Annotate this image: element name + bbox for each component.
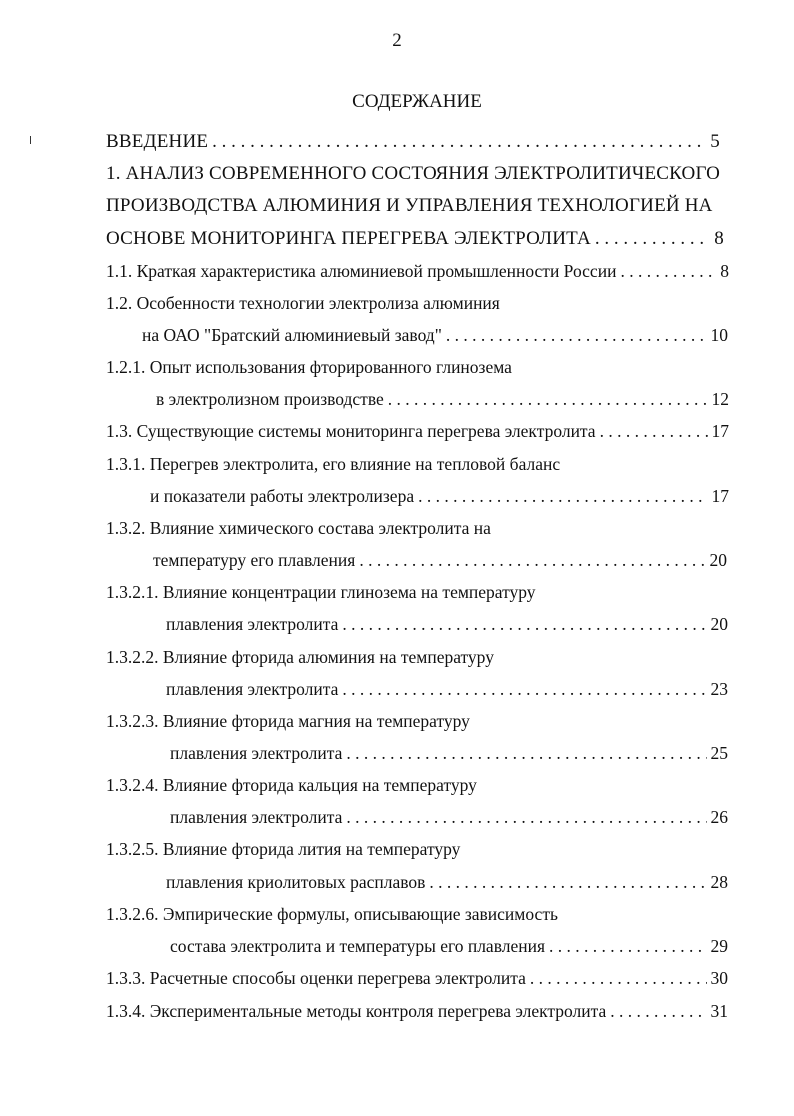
toc-page-number: 25 — [710, 743, 728, 763]
toc-entry-1-2-1-line-1[interactable]: 1.2.1. Опыт использования фторированного глинозема — [106, 357, 512, 377]
toc-entry-1-3-3[interactable]: 1.3.3. Расчетные способы оценки перегрева электролита . . . 30 — [106, 967, 728, 989]
leader-dots — [418, 485, 707, 507]
toc-entry-1-1[interactable]: 1.1. Краткая характеристика алюминиевой промышленности России . . . 8 — [106, 260, 729, 282]
leader-dots — [530, 967, 707, 989]
toc-entry-1-3-2-2-line-2[interactable]: плавления электролита . . . 23 — [166, 678, 728, 700]
toc-page-number: 20 — [709, 550, 727, 570]
leader-dots — [446, 324, 707, 346]
toc-entry-1-3-1-line-2[interactable]: и показатели работы электролизера . . . 17 — [150, 485, 729, 507]
toc-page-number: 28 — [710, 872, 728, 892]
toc-entry-1-3[interactable]: 1.3. Существующие системы мониторинга перегрева электролита . . . 17 — [106, 420, 729, 442]
leader-dots — [595, 228, 710, 250]
toc-entry-1-3-2-5-line-2[interactable]: плавления криолитовых расплавов . . . 28 — [166, 871, 728, 893]
toc-page-number: 31 — [710, 1001, 728, 1021]
toc-entry-1-3-2-6-line-1[interactable]: 1.3.2.6. Эмпирические формулы, описывающие зависимость — [106, 904, 558, 924]
toc-page-number: 10 — [710, 325, 728, 345]
leader-dots — [620, 260, 716, 282]
toc-entry-1-3-2-2-line-1[interactable]: 1.3.2.2. Влияние фторида алюминия на температуру — [106, 647, 494, 667]
toc-page-number: 8 — [720, 261, 729, 281]
toc-entry-1-2-line-1[interactable]: 1.2. Особенности технологии электролиза алюминия — [106, 293, 500, 313]
toc-entry-chapter-1-line-1[interactable]: 1. АНАЛИЗ СОВРЕМЕННОГО СОСТОЯНИЯ ЭЛЕКТРОЛИТИЧЕСКОГО — [106, 163, 721, 184]
toc-heading: СОДЕРЖАНИЕ — [352, 91, 482, 112]
toc-page-number: 23 — [710, 679, 728, 699]
toc-page-number: 17 — [711, 486, 729, 506]
leader-dots — [212, 131, 706, 153]
leader-dots — [610, 1000, 706, 1022]
page-number: 2 — [392, 30, 402, 51]
toc-entry-1-3-1-line-1[interactable]: 1.3.1. Перегрев электролита, его влияние на тепловой баланс — [106, 454, 561, 474]
toc-entry-chapter-1-line-3[interactable]: ОСНОВЕ МОНИТОРИНГА ПЕРЕГРЕВА ЭЛЕКТРОЛИТА . . . 8 — [106, 228, 724, 250]
leader-dots — [429, 871, 706, 893]
toc-entry-1-2-1-line-2[interactable]: в электролизном производстве . . . 12 — [156, 388, 729, 410]
toc-entry-1-3-2-6-line-2[interactable]: состава электролита и температуры его плавления . . . 29 — [170, 935, 728, 957]
leader-dots — [342, 613, 706, 635]
toc-page-number: 12 — [711, 389, 729, 409]
toc-entry-introduction[interactable]: ВВЕДЕНИЕ . . . 5 — [106, 131, 720, 153]
margin-mark — [30, 136, 31, 144]
toc-entry-1-3-2-1-line-2[interactable]: плавления электролита . . . 20 — [166, 613, 728, 635]
toc-page-number: 5 — [710, 131, 720, 152]
leader-dots — [346, 806, 706, 828]
toc-entry-1-3-2-line-2[interactable]: температуру его плавления . . . 20 — [153, 549, 727, 571]
toc-entry-1-3-2-4-line-2[interactable]: плавления электролита . . . 26 — [170, 806, 728, 828]
leader-dots — [600, 420, 708, 442]
leader-dots — [388, 388, 708, 410]
toc-entry-1-3-2-4-line-1[interactable]: 1.3.2.4. Влияние фторида кальция на температуру — [106, 775, 477, 795]
leader-dots — [359, 549, 705, 571]
toc-entry-1-3-2-1-line-1[interactable]: 1.3.2.1. Влияние концентрации глинозема на температуру — [106, 582, 536, 602]
leader-dots — [342, 678, 706, 700]
toc-page-number: 17 — [711, 421, 729, 441]
toc-entry-chapter-1-line-2[interactable]: ПРОИЗВОДСТВА АЛЮМИНИЯ И УПРАВЛЕНИЯ ТЕХНОЛОГИЕЙ НА — [106, 195, 713, 216]
toc-entry-1-3-2-3-line-1[interactable]: 1.3.2.3. Влияние фторида магния на температуру — [106, 711, 470, 731]
toc-entry-1-2-line-2[interactable]: на ОАО "Братский алюминиевый завод" . . . 10 — [142, 324, 728, 346]
toc-entry-1-3-2-5-line-1[interactable]: 1.3.2.5. Влияние фторида лития на температуру — [106, 839, 461, 859]
leader-dots — [549, 935, 706, 957]
toc-page-number: 26 — [710, 807, 728, 827]
toc-page-number: 29 — [710, 936, 728, 956]
toc-page-number: 20 — [710, 614, 728, 634]
toc-page-number: 8 — [714, 228, 724, 249]
toc-page-number: 30 — [710, 968, 728, 988]
leader-dots — [346, 742, 706, 764]
toc-entry-1-3-2-line-1[interactable]: 1.3.2. Влияние химического состава электролита на — [106, 518, 491, 538]
toc-entry-1-3-2-3-line-2[interactable]: плавления электролита . . . 25 — [170, 742, 728, 764]
toc-entry-1-3-4[interactable]: 1.3.4. Экспериментальные методы контроля перегрева электролита . . . 31 — [106, 1000, 728, 1022]
